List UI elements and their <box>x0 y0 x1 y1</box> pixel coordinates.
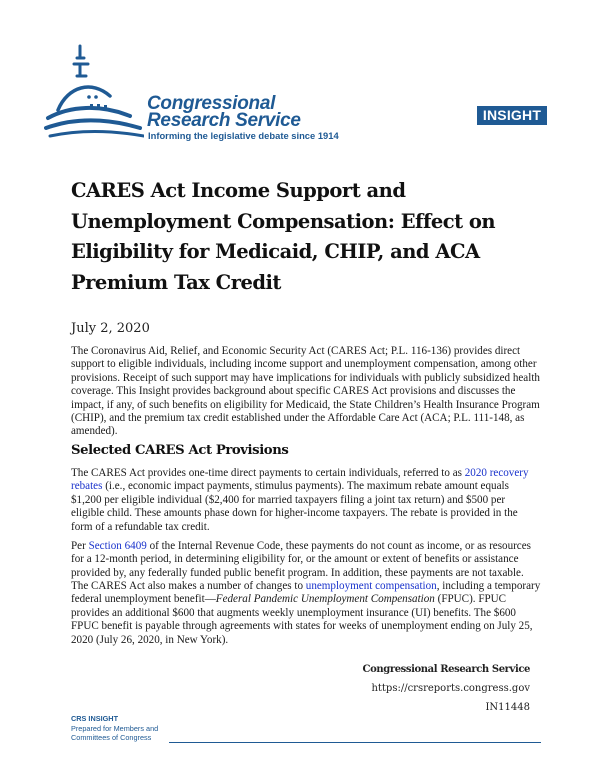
report-id: IN11448 <box>485 702 530 713</box>
prepared-line-2: Committees of Congress <box>71 733 152 742</box>
paragraph-text: of the Internal Revenue Code, these payments do not count as income, or as resources for a 12-month period, in determining eligibility for, or the amount or extent of benefits or assistance provided by, any federally funded public benefit program. In addition, these payments are not taxable. <box>71 540 531 579</box>
section-6409-link[interactable]: Section 6409 <box>88 540 147 552</box>
logo-wordmark <box>147 95 301 129</box>
intro-paragraph: The Coronavirus Aid, Relief, and Economic Security Act (CARES Act; P.L. 116-136) provides direct support to eligible individuals, including income support and unemployment compensation, among other provisions. Receipt of such support may have implications for individuals with publicly subsidized health coverage. This Insight provides background about specific CARES Act provisions and discusses the impact, if any, of such benefits on eligibility for Medicaid, the State Children’s Health Insurance Program (CHIP), and the premium tax credit established under the Affordable Care Act (ACA; P.L. 111-148, as amended). <box>71 345 540 438</box>
unemployment-compensation-link[interactable]: unemployment compensation <box>305 580 437 592</box>
crs-insight-footer <box>71 714 158 743</box>
logo-line-2: Research Service <box>147 110 301 131</box>
paragraph-text: The CARES Act also makes a number of changes to <box>71 580 306 592</box>
prepared-line-1: Prepared for Members and <box>71 723 159 733</box>
unemployment-paragraph <box>71 580 541 647</box>
footer-org: Congressional Research Service <box>362 664 530 675</box>
paragraph-text: Per <box>71 540 89 552</box>
paragraph-text: The CARES Act provides one-time direct payments to certain individuals, referred to as <box>71 467 465 479</box>
crs-logo <box>44 42 339 142</box>
paragraph-text: , including a temporary federal unemployment benefit— <box>71 580 541 606</box>
insight-badge: INSIGHT <box>477 106 547 125</box>
rebates-paragraph <box>71 467 541 534</box>
recovery-rebates-link[interactable]: 2020 recovery rebates <box>71 467 529 493</box>
capitol-dome-icon <box>44 42 144 142</box>
page-title: CARES Act Income Support and Unemployment Compensation: Effect on Eligibility for Medicaid, CHIP, and ACA Premium Tax Credit <box>71 179 496 294</box>
logo-tagline: Informing the legislative debate since 1914 <box>148 130 339 141</box>
section-6409-paragraph <box>71 540 541 580</box>
section-heading: Selected CARES Act Provisions <box>71 443 289 458</box>
footer-info <box>363 660 530 717</box>
paragraph-text: (i.e., economic impact payments, stimulus payments). The maximum rebate amount equals $1,200 per eligible individual ($2,400 for married taxpayers filing a joint tax return) and $500 per eligible child. These amounts phase down for higher-income taxpayers. The rebate is provided in the form of a refundable tax credit. <box>71 480 518 533</box>
fpuc-italic-term: Federal Pandemic Unemployment Compensation <box>215 593 435 606</box>
paragraph-text: (FPUC). FPUC provides an additional $600 that augments weekly unemployment insurance (UI) benefits. The $600 FPUC benefit is payable through agreements with states for weeks of unemployment ending on July 25, 2020 (July 26, 2020, in New York). <box>71 593 533 646</box>
logo-line-1: Congressional <box>147 93 276 114</box>
footer-url[interactable]: https://crsreports.congress.gov <box>371 683 530 694</box>
publication-date: July 2, 2020 <box>71 321 150 336</box>
footer-divider <box>169 742 541 743</box>
series-label: CRS INSIGHT <box>71 714 119 723</box>
